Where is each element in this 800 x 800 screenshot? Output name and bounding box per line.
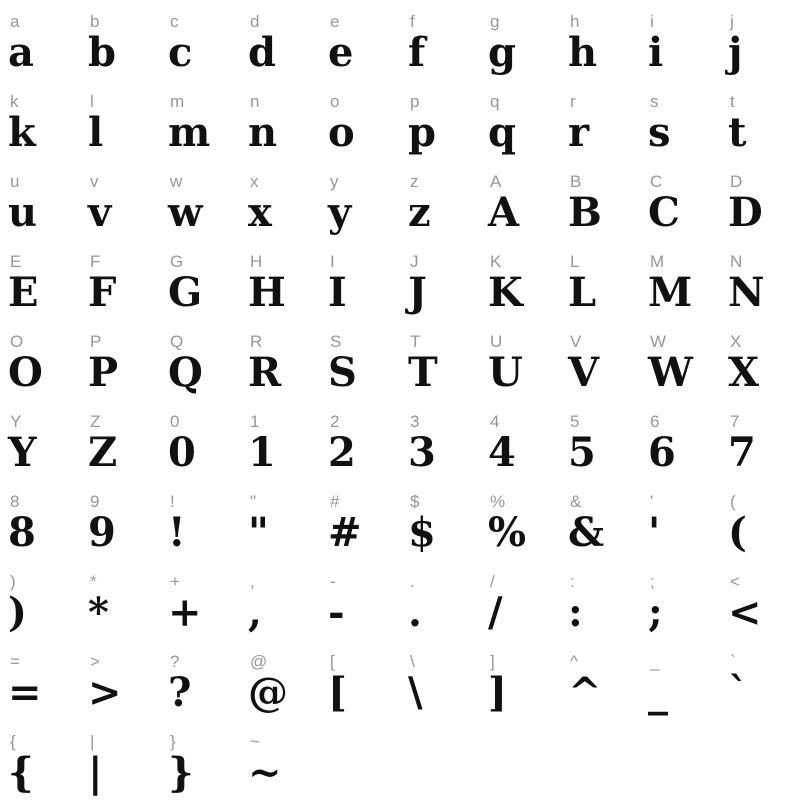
char-glyph: : (568, 589, 583, 636)
char-label: E (10, 252, 22, 271)
char-cell (560, 0, 640, 80)
char-label: 6 (650, 412, 660, 431)
char-label: . (410, 572, 415, 591)
char-cell (560, 160, 640, 240)
char-cell (160, 560, 240, 640)
char-label: d (250, 12, 260, 31)
char-glyph: L (568, 269, 597, 316)
char-cell (400, 240, 480, 320)
char-cell (400, 320, 480, 400)
char-cell (160, 0, 240, 80)
char-cell (240, 320, 320, 400)
char-cell (240, 640, 320, 720)
char-cell (240, 560, 320, 640)
char-label: u (10, 172, 20, 191)
char-cell (480, 160, 560, 240)
char-cell (720, 640, 800, 720)
char-label: w (170, 172, 183, 191)
char-label: & (570, 492, 582, 511)
char-label: F (90, 252, 101, 271)
char-cell (480, 480, 560, 560)
char-label: $ (410, 492, 420, 511)
char-glyph: w (168, 189, 203, 236)
char-label: q (490, 92, 500, 111)
char-glyph: > (88, 669, 122, 716)
char-glyph: M (648, 269, 693, 316)
char-glyph: V (568, 349, 600, 396)
char-cell (720, 320, 800, 400)
char-glyph: o (328, 109, 355, 156)
char-cell (160, 640, 240, 720)
char-glyph: ! (168, 509, 186, 556)
char-label: _ (650, 652, 660, 671)
char-glyph: " (248, 509, 269, 556)
char-cell (400, 480, 480, 560)
char-cell (80, 400, 160, 480)
char-label: ` (730, 652, 736, 671)
char-cell (80, 640, 160, 720)
char-cell (640, 240, 720, 320)
char-label: ? (170, 652, 180, 671)
char-glyph: q (488, 109, 516, 156)
char-cell (480, 640, 560, 720)
char-label: ~ (250, 732, 260, 751)
char-label: 0 (170, 412, 180, 431)
char-cell (160, 80, 240, 160)
char-glyph: f (408, 29, 426, 76)
char-glyph: E (8, 269, 39, 316)
char-glyph: $ (408, 509, 436, 556)
char-cell (480, 560, 560, 640)
char-glyph: = (8, 669, 42, 716)
char-cell (80, 80, 160, 160)
char-label: X (730, 332, 742, 351)
char-glyph: 3 (408, 429, 436, 476)
char-label: 5 (570, 412, 580, 431)
char-label: i (650, 12, 654, 31)
char-glyph: b (88, 29, 116, 76)
char-label: A (490, 172, 502, 191)
char-label: } (170, 732, 176, 751)
char-label: K (490, 252, 502, 271)
char-cell (0, 720, 80, 800)
char-cell (640, 0, 720, 80)
char-label: [ (330, 652, 335, 671)
char-label: r (570, 92, 576, 111)
char-cell (240, 80, 320, 160)
char-label: s (650, 92, 659, 111)
char-glyph: U (488, 349, 523, 396)
char-cell (400, 160, 480, 240)
char-glyph: ^ (568, 669, 602, 716)
char-label: l (90, 92, 94, 111)
char-cell (160, 320, 240, 400)
char-cell (560, 480, 640, 560)
char-label: p (410, 92, 420, 111)
char-glyph: 0 (168, 429, 196, 476)
char-cell (560, 400, 640, 480)
char-glyph: j (728, 29, 743, 76)
char-glyph: k (8, 109, 36, 156)
char-cell (160, 480, 240, 560)
char-glyph: S (328, 349, 357, 396)
char-cell (160, 240, 240, 320)
char-glyph: ( (728, 509, 747, 556)
char-cell (480, 320, 560, 400)
char-label: # (330, 492, 340, 511)
char-glyph: I (328, 269, 347, 316)
char-label: m (170, 92, 185, 111)
char-glyph: ; (648, 589, 663, 636)
char-cell (720, 400, 800, 480)
char-label: ! (170, 492, 175, 511)
char-glyph: + (168, 589, 202, 636)
char-label: 7 (730, 412, 740, 431)
char-label: I (330, 252, 335, 271)
char-cell (0, 240, 80, 320)
char-cell (720, 240, 800, 320)
char-cell (640, 560, 720, 640)
char-cell (640, 640, 720, 720)
char-label: Z (90, 412, 101, 431)
char-label: x (250, 172, 259, 191)
char-cell (240, 720, 320, 800)
char-label: 3 (410, 412, 420, 431)
char-cell (400, 640, 480, 720)
char-glyph: X (728, 349, 760, 396)
char-cell (240, 400, 320, 480)
char-label: v (90, 172, 99, 191)
char-cell (320, 560, 400, 640)
char-glyph: A (488, 189, 520, 236)
char-cell (400, 80, 480, 160)
char-cell (80, 560, 160, 640)
char-glyph: ] (488, 669, 507, 716)
char-glyph: _ (648, 669, 668, 716)
char-cell (80, 480, 160, 560)
char-label: t (730, 92, 735, 111)
char-cell (320, 240, 400, 320)
char-label: j (730, 12, 734, 31)
char-label: C (650, 172, 663, 191)
char-glyph: W (648, 349, 693, 396)
char-glyph: O (8, 349, 43, 396)
char-glyph: T (408, 349, 438, 396)
char-glyph: n (248, 109, 278, 156)
char-glyph: ~ (248, 749, 282, 796)
char-label: ] (490, 652, 495, 671)
char-cell (0, 320, 80, 400)
char-glyph: 5 (568, 429, 596, 476)
char-glyph: G (168, 269, 203, 316)
char-cell (320, 160, 400, 240)
char-cell (320, 80, 400, 160)
char-glyph: i (648, 29, 664, 76)
char-glyph: 8 (8, 509, 36, 556)
char-glyph: R (248, 349, 282, 396)
char-cell (560, 320, 640, 400)
char-cell (80, 240, 160, 320)
char-label: Q (170, 332, 184, 351)
char-glyph: t (728, 109, 747, 156)
char-label: * (90, 572, 97, 591)
char-label: 8 (10, 492, 20, 511)
char-glyph: Z (88, 429, 118, 476)
char-label: - (330, 572, 336, 591)
char-glyph: u (8, 189, 38, 236)
char-label: T (410, 332, 421, 351)
char-label: J (410, 252, 419, 271)
char-glyph: { (8, 749, 34, 796)
char-glyph: 2 (328, 429, 356, 476)
char-cell (480, 240, 560, 320)
char-label: P (90, 332, 102, 351)
char-glyph: , (248, 589, 262, 636)
char-glyph: 7 (728, 429, 756, 476)
char-glyph: ' (648, 509, 661, 556)
char-label: ) (10, 572, 16, 591)
char-cell (400, 400, 480, 480)
char-cell (80, 720, 160, 800)
char-label: + (170, 572, 180, 591)
char-cell (240, 0, 320, 80)
char-label: M (650, 252, 665, 271)
char-label: @ (250, 652, 268, 671)
char-glyph: D (728, 189, 763, 236)
char-glyph: | (88, 749, 103, 796)
char-label: % (490, 492, 506, 511)
char-label: = (10, 652, 20, 671)
char-glyph: ` (728, 669, 748, 716)
char-cell (480, 80, 560, 160)
char-cell (720, 0, 800, 80)
char-glyph: 6 (648, 429, 676, 476)
char-label: \ (410, 652, 415, 671)
char-label: e (330, 12, 340, 31)
char-label: " (250, 492, 257, 511)
char-glyph: s (648, 109, 671, 156)
char-glyph: H (248, 269, 286, 316)
char-label: 9 (90, 492, 100, 511)
char-cell (80, 160, 160, 240)
char-label: R (250, 332, 263, 351)
char-label: ; (650, 572, 655, 591)
char-label: 2 (330, 412, 340, 431)
char-cell (720, 480, 800, 560)
char-glyph: B (568, 189, 602, 236)
char-glyph: 9 (88, 509, 116, 556)
char-cell (0, 0, 80, 80)
char-cell (320, 400, 400, 480)
char-cell (640, 320, 720, 400)
char-label: ' (650, 492, 654, 511)
char-glyph: % (488, 509, 527, 556)
char-glyph: z (408, 189, 431, 236)
char-cell (0, 480, 80, 560)
char-cell (640, 80, 720, 160)
char-glyph: C (648, 189, 680, 236)
char-cell (240, 160, 320, 240)
char-glyph: - (328, 589, 345, 636)
char-label: W (650, 332, 667, 351)
char-label: 4 (490, 412, 500, 431)
char-glyph: @ (248, 669, 288, 716)
char-label: k (10, 92, 19, 111)
char-glyph: g (488, 29, 516, 76)
char-label: D (730, 172, 743, 191)
char-label: > (90, 652, 100, 671)
char-glyph: J (408, 269, 427, 316)
char-glyph: N (728, 269, 765, 316)
char-glyph: K (488, 269, 523, 316)
char-label: 1 (250, 412, 260, 431)
char-label: H (250, 252, 263, 271)
char-cell (720, 160, 800, 240)
char-cell (160, 160, 240, 240)
char-cell (240, 480, 320, 560)
char-glyph: \ (408, 669, 423, 716)
char-glyph: * (88, 589, 109, 636)
char-glyph: [ (328, 669, 347, 716)
char-glyph: . (408, 589, 422, 636)
char-label: S (330, 332, 342, 351)
char-label: a (10, 12, 20, 31)
char-label: c (170, 12, 179, 31)
char-label: B (570, 172, 582, 191)
char-cell (0, 400, 80, 480)
char-glyph: l (88, 109, 104, 156)
char-glyph: c (168, 29, 193, 76)
char-cell (720, 560, 800, 640)
char-label: < (730, 572, 740, 591)
char-cell (0, 160, 80, 240)
char-label: N (730, 252, 743, 271)
char-cell (0, 640, 80, 720)
char-cell (80, 0, 160, 80)
char-cell (0, 80, 80, 160)
char-cell (320, 640, 400, 720)
char-label: h (570, 12, 580, 31)
char-label: b (90, 12, 100, 31)
char-glyph: h (568, 29, 598, 76)
char-label: z (410, 172, 419, 191)
char-label: y (330, 172, 339, 191)
char-cell (640, 480, 720, 560)
char-glyph: } (168, 749, 194, 796)
char-glyph: P (88, 349, 119, 396)
char-glyph: 4 (488, 429, 516, 476)
char-glyph: e (328, 29, 354, 76)
char-glyph: Y (8, 429, 37, 476)
char-label: n (250, 92, 260, 111)
char-label: V (570, 332, 582, 351)
char-cell (400, 0, 480, 80)
char-label: Y (10, 412, 22, 431)
char-cell (560, 640, 640, 720)
char-cell (560, 80, 640, 160)
char-label: : (570, 572, 575, 591)
char-cell (640, 400, 720, 480)
char-label: ( (730, 492, 736, 511)
char-cell (0, 560, 80, 640)
char-cell (160, 720, 240, 800)
char-glyph: ? (168, 669, 192, 716)
char-label: U (490, 332, 503, 351)
char-glyph: m (168, 109, 211, 156)
char-glyph: ) (8, 589, 27, 636)
char-glyph: Q (168, 349, 203, 396)
char-glyph: < (728, 589, 762, 636)
char-label: { (10, 732, 16, 751)
char-glyph: r (568, 109, 590, 156)
char-glyph: / (488, 589, 503, 636)
char-cell (320, 320, 400, 400)
char-glyph: v (88, 189, 112, 236)
char-label: / (490, 572, 495, 591)
char-glyph: d (248, 29, 276, 76)
char-cell (480, 400, 560, 480)
char-cell (480, 0, 560, 80)
char-cell (560, 240, 640, 320)
char-label: o (330, 92, 340, 111)
char-glyph: a (8, 29, 34, 76)
char-label: g (490, 12, 500, 31)
char-glyph: 1 (248, 429, 276, 476)
char-cell (320, 0, 400, 80)
char-cell (400, 560, 480, 640)
char-cell (560, 560, 640, 640)
char-cell (160, 400, 240, 480)
char-cell (720, 80, 800, 160)
char-label: , (250, 572, 255, 591)
char-label: ^ (570, 652, 578, 671)
char-glyph: x (248, 189, 272, 236)
char-cell (640, 160, 720, 240)
char-glyph: F (88, 269, 117, 316)
char-cell (240, 240, 320, 320)
char-label: | (90, 732, 95, 751)
char-label: G (170, 252, 184, 271)
char-label: f (410, 12, 415, 31)
char-cell (80, 320, 160, 400)
char-cell (320, 480, 400, 560)
char-glyph: y (328, 189, 352, 236)
char-label: O (10, 332, 24, 351)
char-glyph: p (408, 109, 436, 156)
char-glyph: & (568, 509, 605, 556)
char-label: L (570, 252, 580, 271)
char-glyph: # (328, 509, 362, 556)
